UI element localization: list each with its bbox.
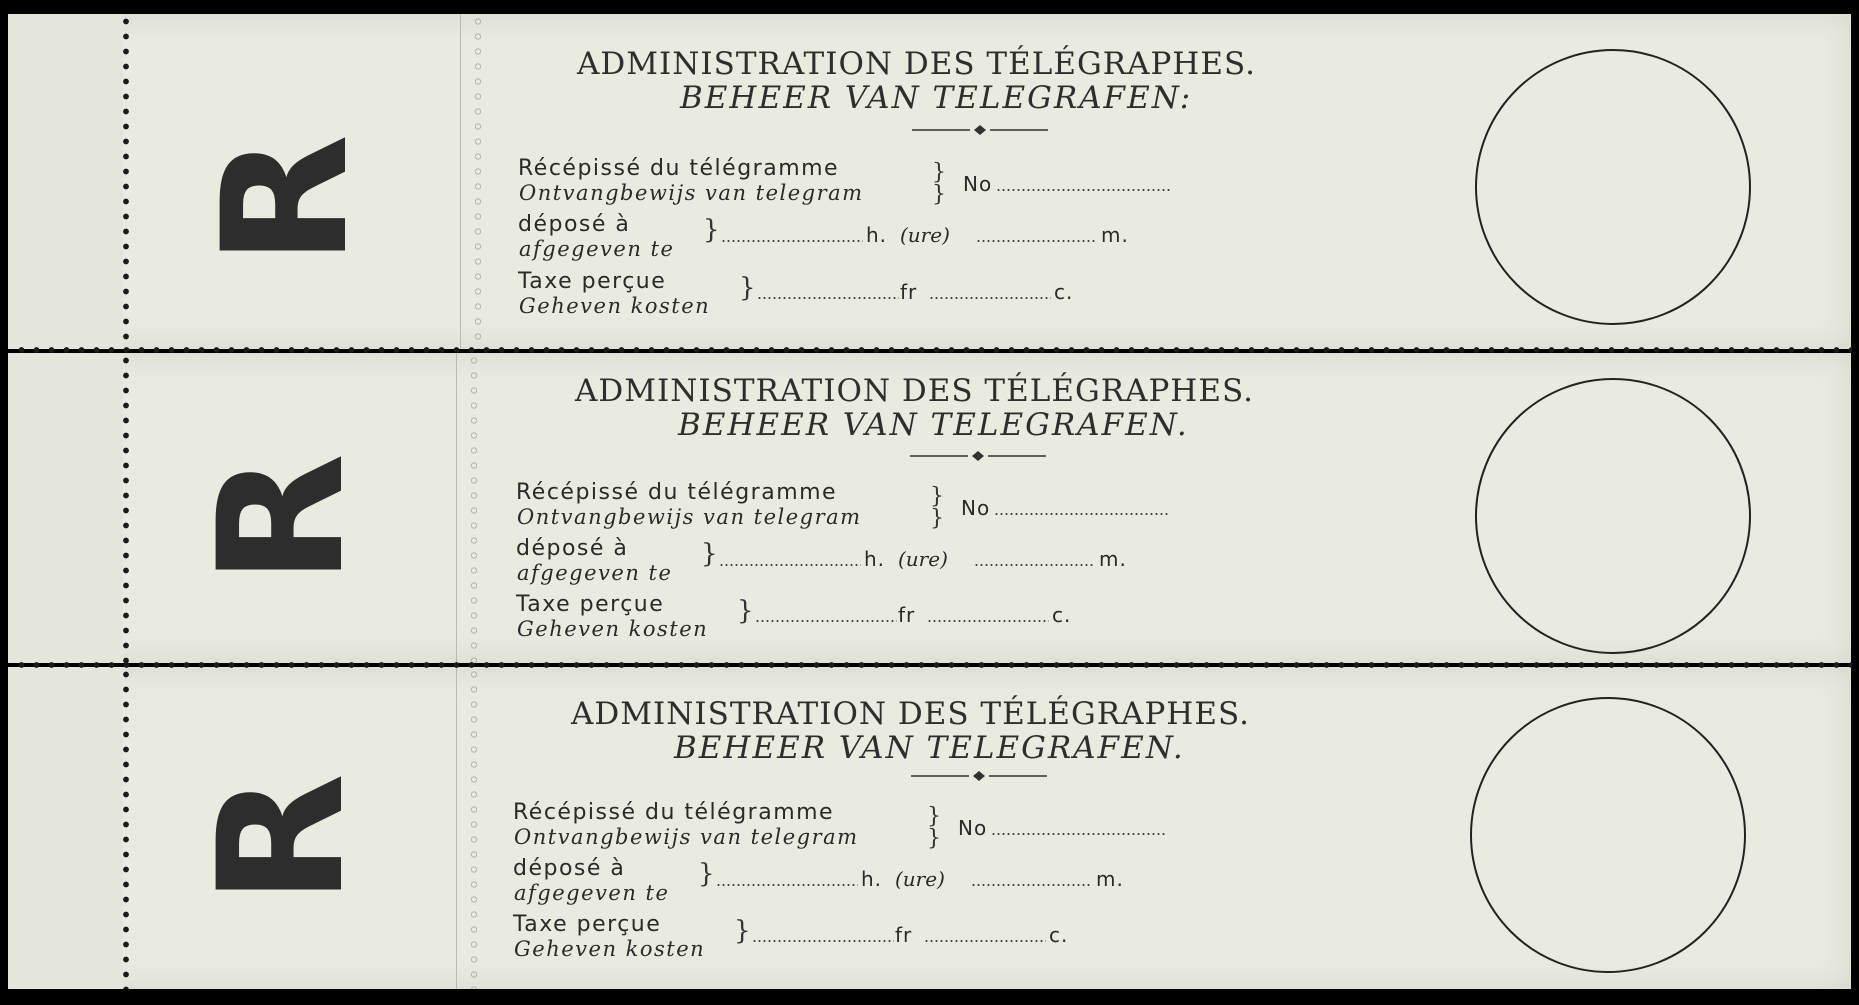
brace-glyph: } (930, 506, 944, 531)
postmark-circle (1475, 378, 1751, 654)
brace-glyph: } (703, 215, 720, 245)
franc-field[interactable] (757, 297, 899, 299)
divider-line (456, 667, 457, 989)
franc-field[interactable] (755, 620, 897, 622)
deposited-label-nl: afgegeven te (519, 237, 675, 261)
brace-glyph: } (698, 859, 715, 889)
franc-label: fr (900, 280, 918, 304)
divider-line (460, 14, 461, 349)
perforation-vertical (470, 353, 478, 663)
hour-label: h. (861, 867, 883, 891)
telegram-receipt-form-1 (8, 14, 1851, 349)
minute-field[interactable] (974, 564, 1094, 566)
number-field[interactable] (996, 189, 1170, 191)
registered-r-letter: R (181, 772, 382, 906)
tax-label-fr: Taxe perçue (518, 269, 667, 294)
registered-r-letter: R (181, 452, 382, 586)
perforation-vertical (122, 14, 130, 349)
form-subtitle: BEHEER VAN TELEGRAFEN: (680, 80, 1193, 116)
sheet-selvage (8, 14, 123, 349)
form-title: ADMINISTRATION DES TÉLÉGRAPHES. (577, 46, 1256, 82)
tax-label-fr: Taxe perçue (516, 592, 665, 617)
brace-glyph: } (930, 484, 944, 509)
ornament-divider (911, 769, 1047, 783)
form-title: ADMINISTRATION DES TÉLÉGRAPHES. (571, 696, 1250, 732)
franc-label: fr (895, 923, 913, 947)
brace-glyph: } (927, 826, 941, 851)
brace-glyph: } (932, 182, 946, 207)
receipt-label-nl: Ontvangbewijs van telegram (519, 181, 864, 205)
number-label: No (961, 496, 991, 520)
tax-label-fr: Taxe perçue (513, 912, 662, 937)
brace-glyph: } (734, 916, 751, 946)
perforation-vertical (122, 667, 130, 989)
minute-label: m. (1099, 547, 1127, 571)
perforation-horizontal (14, 661, 1852, 669)
receipt-label-fr: Récépissé du télégramme (518, 156, 840, 181)
perforation-vertical (122, 353, 130, 663)
tax-label-nl: Geheven kosten (514, 937, 706, 961)
brace-glyph: } (737, 596, 754, 626)
hour-label: h. (866, 223, 888, 247)
form-subtitle: BEHEER VAN TELEGRAFEN. (674, 730, 1185, 766)
franc-label: fr (898, 603, 916, 627)
sheet-selvage (8, 353, 123, 663)
deposited-label-fr: déposé à (513, 856, 626, 881)
receipt-label-nl: Ontvangbewijs van telegram (517, 505, 862, 529)
hour-field[interactable] (716, 884, 858, 886)
receipt-label-fr: Récépissé du télégramme (516, 480, 838, 505)
perforation-horizontal (14, 346, 1852, 354)
centime-label: c. (1052, 603, 1072, 627)
centime-label: c. (1054, 280, 1074, 304)
hour-field[interactable] (719, 564, 861, 566)
telegram-receipt-form-3 (8, 667, 1851, 989)
centime-field[interactable] (929, 297, 1051, 299)
form-subtitle: BEHEER VAN TELEGRAFEN. (678, 407, 1189, 443)
minute-field[interactable] (976, 240, 1096, 242)
hour-label: h. (864, 547, 886, 571)
receipt-label-nl: Ontvangbewijs van telegram (514, 825, 859, 849)
minute-field[interactable] (971, 884, 1091, 886)
brace-glyph: } (739, 273, 756, 303)
deposited-label-fr: déposé à (518, 212, 631, 237)
ornament-divider (910, 449, 1046, 463)
number-field[interactable] (994, 513, 1168, 515)
franc-field[interactable] (752, 940, 894, 942)
sheet-selvage (8, 667, 123, 989)
tax-label-nl: Geheven kosten (517, 617, 709, 641)
deposited-label-nl: afgegeven te (514, 881, 670, 905)
brace-glyph: } (701, 539, 718, 569)
hour-label-nl: (ure) (898, 547, 948, 571)
perforation-vertical (470, 667, 478, 989)
deposited-label-fr: déposé à (516, 536, 629, 561)
number-field[interactable] (991, 833, 1165, 835)
hour-label-nl: (ure) (900, 223, 950, 247)
minute-label: m. (1101, 223, 1129, 247)
perforation-vertical (474, 14, 482, 349)
postmark-circle (1470, 697, 1746, 973)
brace-glyph: } (927, 804, 941, 829)
telegram-receipt-form-2 (8, 353, 1851, 663)
form-title: ADMINISTRATION DES TÉLÉGRAPHES. (575, 373, 1254, 409)
registered-r-letter: R (185, 133, 386, 267)
centime-field[interactable] (924, 940, 1046, 942)
centime-field[interactable] (927, 620, 1049, 622)
deposited-label-nl: afgegeven te (517, 561, 673, 585)
receipt-label-fr: Récépissé du télégramme (513, 800, 835, 825)
tax-label-nl: Geheven kosten (519, 294, 711, 318)
number-label: No (958, 816, 988, 840)
number-label: No (963, 172, 993, 196)
ornament-divider (912, 123, 1048, 137)
centime-label: c. (1049, 923, 1069, 947)
hour-field[interactable] (721, 240, 863, 242)
postmark-circle (1475, 49, 1751, 325)
minute-label: m. (1096, 867, 1124, 891)
brace-glyph: } (932, 160, 946, 185)
divider-line (456, 353, 457, 663)
hour-label-nl: (ure) (895, 867, 945, 891)
